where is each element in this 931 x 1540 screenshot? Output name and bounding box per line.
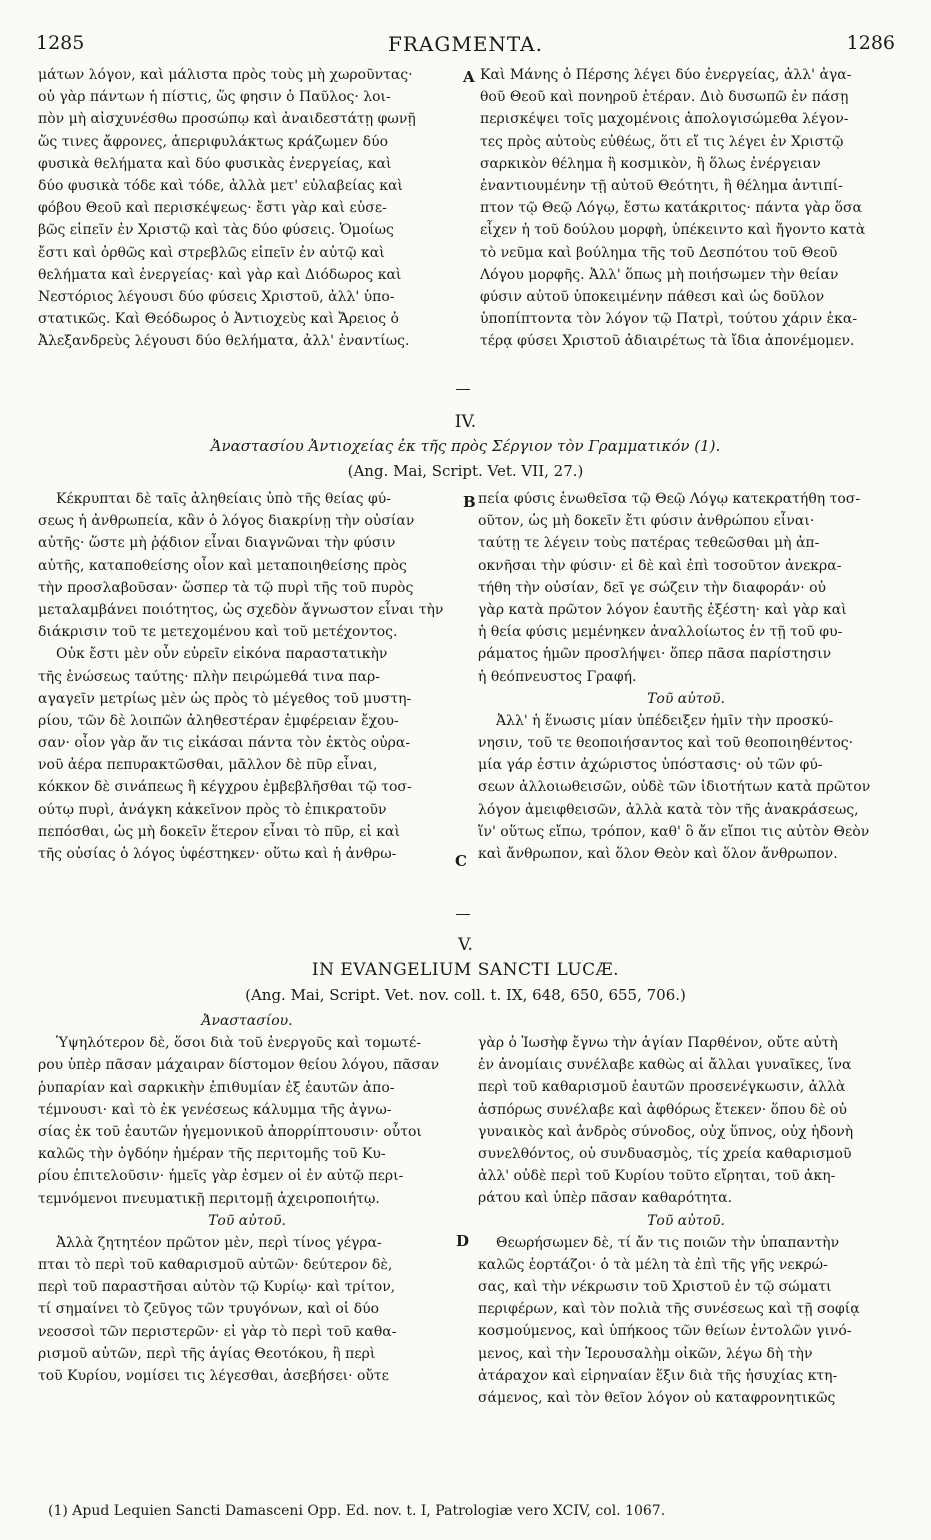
sub-heading: Ἀναστασίου.: [201, 1013, 293, 1029]
sub-heading: Τοῦ αὐτοῦ.: [647, 1212, 725, 1229]
text-line: Θεωρήσωμεν δὲ, τί ἄν τις ποιῶν τὴν ὑπαπαντὴν: [496, 1234, 840, 1251]
text-line: τῆς οὐσίας ὁ λόγος ὑφέστηκεν· οὕτω καὶ ἡ ἀνθρω-: [38, 846, 397, 862]
text-line: ἐναντιουμένην τῇ αὐτοῦ Θεότητι, ἢ θέλημα ἀντιπί-: [480, 177, 843, 194]
sub-heading: Τοῦ αὐτοῦ.: [208, 1212, 286, 1229]
margin-mark-b: B: [463, 493, 476, 511]
text-line: πται τὸ περὶ τοῦ καθαρισμοῦ αὐτῶν· δεύτερον δὲ,: [38, 1257, 393, 1274]
text-line: καλῶς ἑορτάζοι· ὁ τὰ μέλη τὰ ἐπὶ τῆς γῆς νεκρώ-: [478, 1256, 828, 1273]
text-line: αγαγεῖν μετρίως μὲν ὡς πρὸς τὸ μέγεθος τοῦ μυστη-: [38, 690, 412, 707]
section4-number: IV.: [454, 412, 477, 432]
text-line: σεων ἀλλοιωθεισῶν, οὐδὲ τῶν ἰδιοτήτων κατὰ πρῶτον: [478, 779, 871, 796]
text-line: καὶ ἄνθρωπον, καὶ ὅλον Θεὸν καὶ ὅλον ἄνθρωπον.: [478, 846, 838, 862]
text-line: μάτων λόγον, καὶ μάλιστα πρὸς τοὺς μὴ χωροῦντας·: [38, 67, 413, 83]
text-line: τήθη τὴν οὐσίαν, δεῖ γε σώζειν τὴν διαφοράν· οὐ: [478, 579, 827, 596]
text-line: νοῦ ἀέρα πεπυρακτῶσθαι, μᾶλλον δὲ πῦρ εἶναι,: [38, 757, 378, 774]
text-line: ἀλλ' οὐδὲ περὶ τοῦ Κυρίου τοῦτο εἴρηται, τοῦ ἀκη-: [478, 1168, 836, 1185]
text-line: νησιν, τοῦ τε θεοποιήσαντος καὶ τοῦ θεοποιηθέντος·: [478, 735, 854, 752]
text-line: ὑποπίπτοντα τὸν λόγον τῷ Πατρὶ, τούτου χάριν ἑκα-: [480, 311, 858, 328]
text-line: σάμενος, καὶ τὸν θεῖον λόγον οὐ καταφρονητικῶς: [478, 1390, 836, 1406]
section5-left-column: [38, 1010, 456, 1387]
text-line: δύο φυσικὰ τόδε καὶ τόδε, ἀλλὰ μετ' εὐλαβείας καὶ: [38, 177, 403, 194]
section3-left-column: [38, 64, 456, 352]
text-line: ρίου ἐπιτελοῦσιν· ἡμεῖς γὰρ ἐσμεν οἱ ἐν αὐτῷ περι-: [38, 1168, 404, 1185]
text-line: ἀσπόρως συνέλαβε καὶ ἀφθόρως ἔτεκεν· ὅπου δὲ οὐ: [478, 1101, 848, 1118]
text-line: διάκρισιν τοῦ τε μετεχομένου καὶ τοῦ μετέχοντος.: [38, 624, 398, 641]
margin-mark-c: C: [455, 852, 467, 870]
text-line: σαν· οἷον γὰρ ἄν τις εἰκάσαι πάντα τὸν ἐκτὸς οὐρα-: [38, 735, 411, 752]
text-line: οῦτον, ὡς μὴ δοκεῖν ἔτι φύσιν ἀνθρώπου εἶναι·: [478, 513, 815, 530]
footnote: (1) Apud Lequien Sancti Damasceni Opp. Ed. nov. t. I, Patrologiæ vero XCIV, col. 1067.: [48, 1503, 666, 1519]
text-line: Οὐκ ἔστι μὲν οὖν εὑρεῖν εἰκόνα παραστατικὴν: [56, 646, 388, 663]
text-line: τοῦ Κυρίου, νομίσει τις λέγεσθαι, ἀσεβήσει· οὔτε: [38, 1368, 389, 1384]
text-line: οὐ γὰρ πάντων ἡ πίστις, ὥς φησιν ὁ Παῦλος· λοι-: [38, 89, 391, 106]
margin-mark-a: A: [463, 68, 475, 86]
running-header: [36, 32, 895, 60]
text-line: Νεστόριος λέγουσι δύο φύσεις Χριστοῦ, ἀλλ' ὑπο-: [38, 288, 395, 305]
text-line: ράματος ἡμῶν προσλήψει· ὅπερ πᾶσα παρίστησιν: [478, 646, 832, 663]
text-line: Ἀλλ' ἡ ἕνωσις μίαν ὑπέδειξεν ἡμῖν τὴν προσκύ-: [496, 712, 834, 729]
text-line: πτον τῷ Θεῷ Λόγῳ, ἔστω κατάκριτος· πάντα γὰρ ὅσα: [480, 200, 862, 217]
text-line: σαρκικὸν θέλημα ἢ κοσμικὸν, ἢ ὅλως ἐνέργειαν: [480, 155, 821, 172]
text-line: περισκέψει τοῖς μαχομένοις ἀπολογισώμεθα λέγον-: [480, 111, 849, 128]
text-line: ἔστι καὶ ὀρθῶς καὶ στρεβλῶς εἰπεῖν ἐν αὐτῷ καὶ: [38, 244, 385, 261]
text-line: οκνῆσαι τὴν φύσιν· εἰ δὲ καὶ ἐπὶ τοσοῦτον ἀνεκρα-: [478, 557, 842, 574]
text-line: πεία φύσις ἑνωθεῖσα τῷ Θεῷ Λόγῳ κατεκρατήθη τοσ-: [478, 491, 861, 507]
text-line: ἡ θεία φύσις μεμένηκεν ἀναλλοίωτος ἐν τῇ τοῦ φυ-: [478, 624, 843, 641]
text-line: ἐν ἀνομίαις συνέλαβε καθὼς αἱ ἄλλαι γυναῖκες, ἵνα: [478, 1057, 852, 1074]
text-line: πὸν μὴ αἰσχυνέσθω προσώπῳ καὶ ἀναιδεστάτῃ φωνῇ: [38, 111, 416, 128]
section4-title: Ἀναστασίου Ἀντιοχείας ἐκ τῆς πρὸς Σέργιον τὸν Γραμματικόν (1).: [210, 437, 721, 455]
text-line: στατικῶς. Καὶ Θεόδωρος ὁ Ἀντιοχεὺς καὶ Ἄρειος ὁ: [38, 311, 399, 328]
section-separator: [456, 389, 470, 390]
text-line: Κέκρυπται δὲ ταῖς ἀληθείαις ὑπὸ τῆς θείας φύ-: [56, 491, 392, 507]
text-line: μεταλαμβάνει ποιότητος, ὡς σχεδὸν ἄγνωστον εἶναι τὴν: [38, 601, 444, 618]
text-line: καλῶς τὴν ὀγδόην ἡμέραν τῆς περιτομῆς τοῦ Κυ-: [38, 1146, 386, 1163]
page-number-right: 1286: [846, 32, 895, 54]
page-number-left: 1285: [36, 32, 85, 54]
text-line: τὴν προσλαβοῦσαν· ὥσπερ τὰ τῷ πυρὶ τῆς τοῦ πυρὸς: [38, 579, 414, 596]
text-line: σίας ἐκ τοῦ ἑαυτῶν ἡγεμονικοῦ ἀπορρίπτουσιν· οὗτοι: [38, 1123, 422, 1140]
text-line: φύσιν αὐτοῦ ὑποκειμένην πάθεσι καὶ ὡς δοῦλον: [480, 288, 825, 305]
text-line: περὶ τοῦ καθαρισμοῦ ἑαυτῶν προσενέγκωσιν, ἀλλὰ: [478, 1079, 846, 1096]
text-line: μία γάρ ἐστιν ἀχώριστος ὑπόστασις· οὐ τῶν φύ-: [478, 757, 823, 774]
text-line: γὰρ ὁ Ἰωσὴφ ἔγνω τὴν ἁγίαν Παρθένον, οὔτε αὐτὴ: [478, 1035, 838, 1051]
text-line: θελήματα καὶ ἐνεργείας· καὶ γὰρ καὶ Διόδωρος καὶ: [38, 266, 402, 283]
text-line: ἵν' οὕτως εἴπω, τρόπον, καθ' ὃ ἄν εἴποι τις αὐτὸν Θεὸν: [478, 823, 870, 840]
text-line: σεως ἡ ἀνθρωπεία, κἂν ὁ λόγος διακρίνῃ τὴν οὐσίαν: [38, 513, 415, 530]
text-line: ρισμοῦ αὐτῶν, περὶ τῆς ἁγίας Θεοτόκου, ἢ περὶ: [38, 1345, 376, 1362]
text-line: τὸ νεῦμα καὶ βούλημα τῆς τοῦ Δεσπότου τοῦ Θεοῦ: [480, 244, 838, 261]
text-line: γὰρ κατὰ πρῶτον λόγον ἑαυτῆς ἐξέστη· καὶ γὰρ καὶ: [478, 601, 847, 618]
text-line: Ἀλλὰ ζητητέον πρῶτον μὲν, περὶ τίνος γέγρα-: [56, 1234, 382, 1251]
text-line: ράτου καὶ ὑπὲρ πᾶσαν καθαρότητα.: [478, 1190, 733, 1207]
text-line: κόκκον δὲ σινάπεως ἢ κέγχρου ἐμβεβλῆσθαι τῷ τοσ-: [38, 779, 412, 796]
text-line: τῆς ἑνώσεως ταύτης· πλὴν πειρώμεθά τινα παρ-: [38, 668, 380, 685]
sub-heading: Τοῦ αὐτοῦ.: [647, 690, 725, 707]
text-line: φόβου Θεοῦ καὶ περισκέψεως· ἔστι γὰρ καὶ εὐσε-: [38, 200, 387, 217]
section5-title: IN EVANGELIUM SANCTI LUCÆ.: [311, 960, 620, 980]
margin-mark-d: D: [456, 1232, 470, 1250]
section4-right-column: [478, 488, 894, 865]
section4-left-column: [38, 488, 456, 865]
text-line: Καὶ Μάνης ὁ Πέρσης λέγει δύο ἐνεργείας, ἀλλ' ἀγα-: [480, 67, 852, 83]
text-line: σας, καὶ τὴν νέκρωσιν τοῦ Χριστοῦ ἐν τῷ σώματι: [478, 1279, 832, 1296]
text-line: ἀτάραχον καὶ εἰρηναίαν ἕξιν διὰ τῆς ἡσυχίας κτη-: [478, 1367, 838, 1384]
section3-right-column: [480, 64, 894, 352]
text-line: ούτῳ πυρὶ, ἀνάγκη κἀκεῖνον πρὸς τὸ ἐπικρατοῦν: [38, 801, 387, 818]
text-line: αὐτῆς, καταποθείσης οἷον καὶ μεταποιηθείσης πρὸς: [38, 557, 407, 574]
text-line: γυναικὸς καὶ ἀνδρὸς σύνοδος, οὐχ ὕπνος, οὐχ ἡδονὴ: [478, 1123, 854, 1140]
text-line: φυσικὰ θελήματα καὶ δύο φυσικὰς ἐνεργείας, καὶ: [38, 155, 392, 172]
section5-number: V.: [458, 935, 473, 955]
section4-source: (Ang. Mai, Script. Vet. VII, 27.): [347, 462, 584, 480]
section-separator: [456, 914, 470, 915]
text-line: τεμνόμενοι πνευματικῇ περιτομῇ ἀχειροποιήτῳ.: [38, 1190, 380, 1207]
text-line: τες πρὸς αὐτοὺς εὐθέως, ὅτι εἴ τις λέγει ἐν Χριστῷ: [480, 133, 844, 150]
text-line: πεπόσθαι, ὡς μὴ δοκεῖν ἕτερον εἶναι τὸ πῦρ, εἰ καὶ: [38, 823, 400, 840]
text-line: ρίου, τῶν δὲ λοιπῶν ἀληθεστέραν ἐμφέρειαν ἔχου-: [38, 712, 399, 729]
text-line: θοῦ Θεοῦ καὶ πονηροῦ ἑτέραν. Διὸ δυσωπῶ ἐν πάσῃ: [480, 89, 849, 106]
text-line: συνελθόντος, οὐ συνδυασμὸς, τίς χρεία καθαρισμοῦ: [478, 1145, 852, 1162]
text-line: λόγον ἀμειφθεισῶν, ἀλλὰ κατὰ τὸν τῆς ἀνακράσεως,: [478, 801, 859, 818]
text-line: τέμνουσι· καὶ τὸ ἐκ γενέσεως κάλυμμα τῆς ἀγνω-: [38, 1101, 392, 1118]
text-line: ρου ὑπὲρ πᾶσαν μάχαιραν δίστομον θείου λόγου, πᾶσαν: [38, 1057, 440, 1074]
text-line: περιφέρων, καὶ τὸν πολιὰ τῆς συνέσεως καὶ τῇ σοφίᾳ: [478, 1301, 860, 1318]
running-title: FRAGMENTA.: [388, 32, 543, 56]
text-line: εἶχεν ἡ τοῦ δούλου μορφὴ, ὑπέκειντο καὶ ἤγοντο κατὰ: [480, 222, 866, 239]
text-line: ταύτῃ τε λέγειν τοὺς πατέρας τεθεῶσθαι μὴ ἀπ-: [478, 535, 820, 552]
text-line: τί σημαίνει τὸ ζεῦγος τῶν τρυγόνων, καὶ οἱ δύο: [38, 1301, 380, 1318]
text-line: Ὑψηλότερον δὲ, ὅσοι διὰ τοῦ ἐνεργοῦς καὶ τομωτέ-: [56, 1035, 422, 1052]
text-line: βῶς εἰπεῖν ἐν Χριστῷ καὶ τὰς δύο φύσεις. Ὁμοίως: [38, 222, 394, 239]
text-line: ἡ θεόπνευστος Γραφή.: [478, 668, 637, 685]
text-line: νεοσσοὶ τῶν περιστερῶν· εἰ γὰρ τὸ περὶ τοῦ καθα-: [38, 1323, 397, 1340]
text-line: ῥυπαρίαν καὶ σαρκικὴν ἐπιθυμίαν ἐξ ἑαυτῶν ἀπο-: [38, 1079, 395, 1096]
text-line: ὥς τινες ἄφρονες, ἀπεριφυλάκτως κράζωμεν δύο: [38, 133, 389, 150]
text-line: αὐτῆς· ὥστε μὴ ῥᾴδιον εἶναι διαγνῶναι τὴν φύσιν: [38, 535, 396, 552]
text-line: περὶ τοῦ παραστῆσαι αὐτὸν τῷ Κυρίῳ· καὶ τρίτον,: [38, 1279, 396, 1296]
text-line: μενος, καὶ τὴν Ἱερουσαλὴμ οἰκῶν, λέγω δὴ τὴν: [478, 1345, 813, 1362]
text-line: Ἀλεξανδρεὺς λέγουσι δύο θελήματα, ἀλλ' ἐναντίως.: [38, 333, 410, 350]
text-line: τέρᾳ φύσει Χριστοῦ ἀδιαιρέτως τὰ ἴδια ἀπονέμομεν.: [480, 333, 855, 350]
text-line: κοσμούμενος, καὶ ὑπήκοος τῶν θείων ἐντολῶν γινό-: [478, 1323, 852, 1340]
section5-right-column: [478, 1032, 894, 1409]
section5-source: (Ang. Mai, Script. Vet. nov. coll. t. IX, 648, 650, 655, 706.): [245, 986, 686, 1004]
text-line: Λόγου μορφῆς. Ἀλλ' ὅπως μὴ ποιήσωμεν τὴν θείαν: [480, 266, 839, 283]
